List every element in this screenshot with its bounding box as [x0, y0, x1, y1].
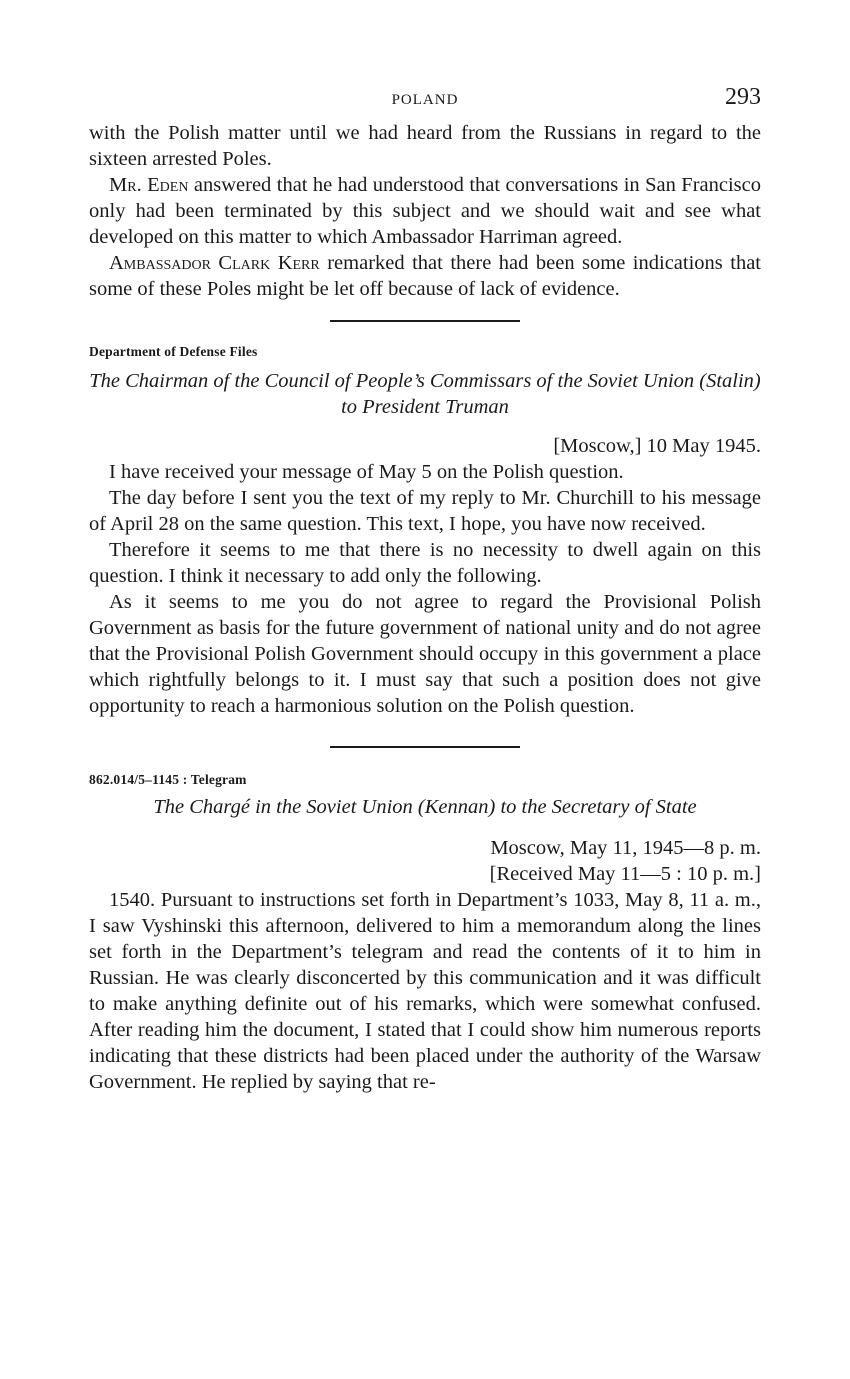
- document-heading: The Chairman of the Council of People’s Commissars of the Soviet Union (Stalin) to President Truman: [89, 370, 761, 418]
- dateline: Moscow, May 11, 1945—8 p. m.: [490, 837, 761, 859]
- paragraph: [89, 250, 761, 302]
- dateline: [Moscow,] 10 May 1945.: [553, 435, 761, 457]
- paragraph: 1540. Pursuant to instructions set forth in Department’s 1033, May 8, 11 a. m., I saw Vyshinski this afternoon, delivered to him a memorandum along the lines set forth in the Department’s telegram and read the contents of it to him in Russian. He was clearly disconcerted by this communication and it was difficult to make anything definite out of his remarks, which were somewhat confused. After reading him the document, I stated that I could show him numerous reports indicating that these districts had been placed under the authority of the Warsaw Government. He replied by saying that re-: [89, 889, 761, 1093]
- running-title: POLAND: [391, 92, 459, 108]
- speaker-name: Mr. Eden: [109, 174, 189, 196]
- received-line: [Received May 11—5 : 10 p. m.]: [489, 863, 761, 885]
- paragraph: [89, 172, 761, 250]
- section-divider: [330, 320, 520, 322]
- paragraph: The day before I sent you the text of my reply to Mr. Churchill to his message of April 28 on the same question. This text, I hope, you have now received.: [89, 487, 761, 535]
- paragraph-text: answered that he had understood that conversations in San Francisco only had been terminated by this subject and we should wait and see what developed on this matter to which Ambassador Harriman agreed.: [89, 174, 761, 248]
- paragraph: I have received your message of May 5 on the Polish question.: [109, 461, 624, 483]
- paragraph-text: remarked that there had been some indications that some of these Poles might be let off because of lack of evidence.: [89, 252, 761, 300]
- file-source-line: 862.014/5–1145 : Telegram: [89, 772, 247, 787]
- paragraph: As it seems to me you do not agree to regard the Provisional Polish Government as basis for the future government of national unity and do not agree that the Provisional Polish Government should occupy in this government a place which rightfully belongs to it. I must say that such a position does not give opportunity to reach a harmonious solution on the Polish question.: [89, 591, 761, 717]
- page-number: 293: [725, 84, 761, 110]
- speaker-name: Ambassador Clark Kerr: [109, 252, 320, 274]
- file-source-line: Department of Defense Files: [89, 344, 258, 359]
- paragraph: Therefore it seems to me that there is no necessity to dwell again on this question. I think it necessary to add only the following.: [89, 539, 761, 587]
- paragraph: with the Polish matter until we had heard from the Russians in regard to the sixteen arrested Poles.: [89, 122, 761, 170]
- document-body: [89, 459, 761, 719]
- section-divider: [330, 746, 520, 748]
- running-head: [89, 84, 761, 120]
- section-conversation-minutes: [89, 120, 761, 302]
- document-heading: The Chargé in the Soviet Union (Kennan) to the Secretary of State: [153, 796, 697, 818]
- book-page: [89, 84, 761, 1095]
- document-body: [89, 887, 761, 1095]
